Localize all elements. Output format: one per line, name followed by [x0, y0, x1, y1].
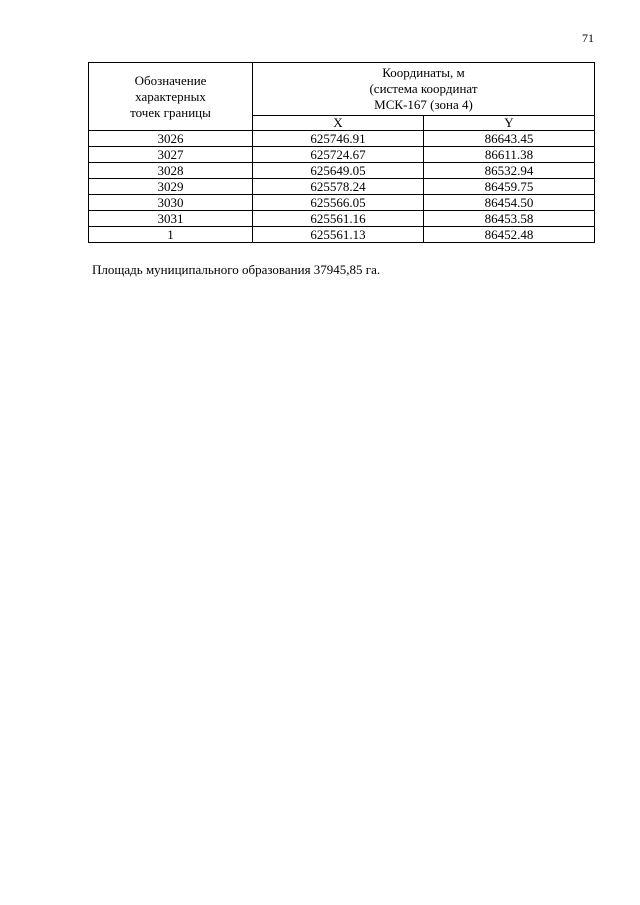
point-cell: 3026 — [89, 131, 253, 147]
table-row — [89, 195, 595, 211]
x-cell: 625561.16 — [253, 211, 424, 227]
y-cell: 86452.48 — [424, 227, 595, 243]
table-row — [89, 227, 595, 243]
x-column-header: X — [253, 116, 424, 131]
x-cell: 625578.24 — [253, 179, 424, 195]
table-row — [89, 179, 595, 195]
coords-header-line: МСК-167 (зона 4) — [374, 97, 473, 112]
y-cell: 86459.75 — [424, 179, 595, 195]
y-column-header: Y — [424, 116, 595, 131]
coordinates-header — [253, 63, 595, 116]
point-header-line: точек границы — [130, 104, 211, 120]
y-cell: 86611.38 — [424, 147, 595, 163]
x-cell: 625746.91 — [253, 131, 424, 147]
table-row — [89, 163, 595, 179]
point-designation-header — [89, 63, 253, 131]
coords-header-line: Координаты, м — [382, 65, 465, 80]
x-cell: 625649.05 — [253, 163, 424, 179]
coords-header-line: (система координат — [369, 81, 478, 96]
area-note: Площадь муниципального образования 37945,85 га. — [92, 262, 381, 277]
coordinates-table — [88, 62, 595, 243]
point-cell: 3027 — [89, 147, 253, 163]
y-cell: 86453.58 — [424, 211, 595, 227]
table-row — [89, 147, 595, 163]
point-cell: 3030 — [89, 195, 253, 211]
point-header-line: Обозначение — [134, 72, 207, 88]
point-cell: 3028 — [89, 163, 253, 179]
x-cell: 625566.05 — [253, 195, 424, 211]
table-row — [89, 211, 595, 227]
point-cell: 3031 — [89, 211, 253, 227]
point-header-line: характерных — [135, 88, 206, 104]
x-cell: 625724.67 — [253, 147, 424, 163]
y-cell: 86532.94 — [424, 163, 595, 179]
point-cell: 3029 — [89, 179, 253, 195]
page-number: 71 — [582, 31, 594, 45]
y-cell: 86454.50 — [424, 195, 595, 211]
x-cell: 625561.13 — [253, 227, 424, 243]
table-row — [89, 131, 595, 147]
point-cell: 1 — [89, 227, 253, 243]
y-cell: 86643.45 — [424, 131, 595, 147]
